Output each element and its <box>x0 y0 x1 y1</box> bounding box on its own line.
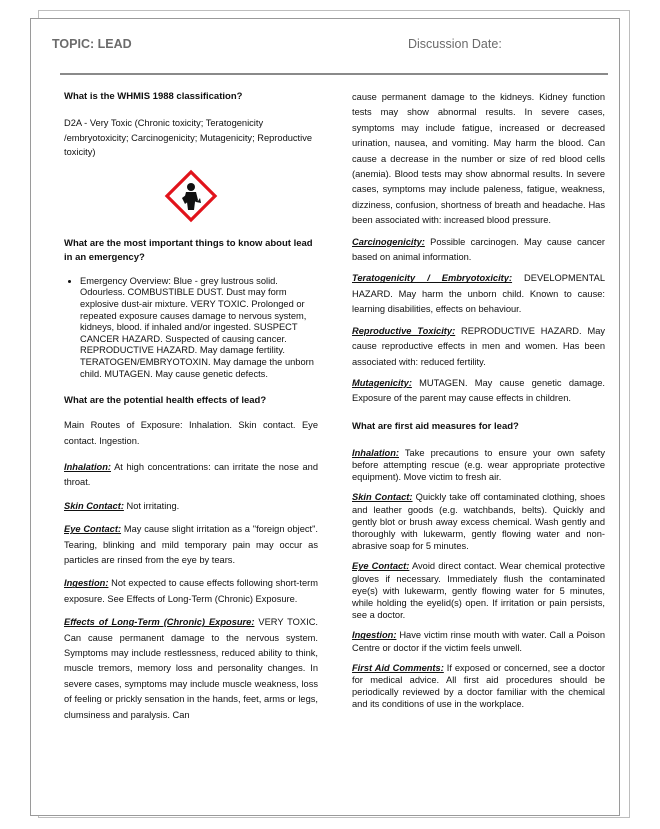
first-aid-section <box>352 447 605 711</box>
question-health-effects: What are the potential health effects of lead? <box>64 395 267 407</box>
question-emergency: What are the most important things to know about lead in an emergency? <box>64 237 313 263</box>
right-column <box>352 90 605 711</box>
emergency-list <box>64 276 318 380</box>
teratogenicity: Teratogenicity / Embryotoxicity: DEVELOPMENTAL HAZARD. May harm the unborn child. Known to cause: learning disabilities, effects on behaviour. <box>352 273 605 315</box>
mutagenicity: Mutagenicity: MUTAGEN. May cause genetic damage. Exposure of the parent may cause effects in children. <box>352 377 605 404</box>
header-divider <box>60 73 608 75</box>
emergency-overview: • Emergency Overview: Blue - grey lustrous solid. Odourless. COMBUSTIBLE DUST. Dust may form explosive dust-air mixture. VERY TOXIC. Prolonged or repeated exposure causes damage to nervous system, kidneys, blood. if inhaled and/or ingested. SUSPECT CANCER HAZARD. Suspected of causing cancer. REPRODUCTIVE HAZARD. May damage fertility. TERATOGEN/EMBRYOTOXIN. May damage the unborn child. MUTAGEN. May cause genetic defects. <box>80 276 318 380</box>
pictogram-wrap <box>64 168 318 224</box>
reproductive-toxicity: Reproductive Toxicity: REPRODUCTIVE HAZARD. May cause reproductive effects in men and women. Has been associated with: reduced fertility. <box>352 325 606 367</box>
topic-title: TOPIC: LEAD <box>52 37 132 51</box>
first-aid-comments: First Aid Comments: If exposed or concerned, see a doctor for medical advice. All first aid procedures should be periodically reviewed by a doctor familiar with the chemical and its conditions of use in the workplace. <box>352 662 605 710</box>
question-classification: What is the WHMIS 1988 classification? <box>64 91 243 102</box>
classification-text: D2A - Very Toxic (Chronic toxicity; Teratogenicity /embryotoxicity; Carcinogenicity; Mutagenicity; Reproductive toxicity) <box>64 118 313 158</box>
first-aid-skin: Skin Contact: Quickly take off contaminated clothing, shoes and leather goods (e.g. watchbands, belts). Quickly and gently blot or brush away excess chemical. Wash gently and thoroughly with lukewarm, gently flowing water and non-abrasive soap for 5 minutes. <box>352 492 605 552</box>
ingestion-effects: Ingestion: Not expected to cause effects following short-term exposure. See Effects of Long-Term (Chronic) Exposure. <box>64 578 318 604</box>
left-column <box>64 90 318 723</box>
first-aid-eye: Eye Contact: Avoid direct contact. Wear chemical protective gloves if necessary. Immediately flush the contaminated eye(s) with lukewarm, gently flowing water for 5 minutes, while holding the eyelid(s) open. If irritation or pain persists, see a doctor. <box>352 561 605 621</box>
longterm-effects: Effects of Long-Term (Chronic) Exposure: VERY TOXIC. Can cause permanent damage to the nervous system. Symptoms may include restlessness, reduced ability to think, muscle tremors, memory loss and personality changes. In severe cases, symptoms may include muscle weakness, loss of feeling or prickly sensation in the hands, feet, arms or legs, clumsiness and paralysis. Can <box>64 617 318 720</box>
routes-text: Main Routes of Exposure: Inhalation. Skin contact. Eye contact. Ingestion. <box>64 420 318 446</box>
skin-effects: Skin Contact: Not irritating. <box>64 500 180 511</box>
first-aid-ingestion: Ingestion: Have victim rinse mouth with water. Call a Poison Centre or doctor if the victim feels unwell. <box>352 630 605 653</box>
inhalation-effects: Inhalation: At high concentrations: can irritate the nose and throat. <box>64 461 318 488</box>
first-aid-inhalation: Inhalation: Take precautions to ensure your own safety before attempting rescue (e.g. wear appropriate protective equipment). Move victim to fresh air. <box>352 447 605 483</box>
health-hazard-icon <box>163 168 219 224</box>
discussion-date-label: Discussion Date: <box>408 37 502 51</box>
longterm-continued: cause permanent damage to the kidneys. Kidney function tests may show abnormal results. In severe cases, symptoms may include fatigue, increased or decreased urination, nausea, and vomiting. May harm the blood. Can cause a decrease in the number or size of red blood cells (anemia). Blood tests may show abnormal results. In severe cases, symptoms may include paleness, fatigue, weakness, dizziness, confusion, shortness of breath and headache. Has been associated with: increased blood pressure. <box>352 92 605 226</box>
carcinogenicity: Carcinogenicity: Possible carcinogen. May cause cancer based on animal information. <box>352 236 605 263</box>
eye-effects: Eye Contact: May cause slight irritation as a "foreign object". Tearing, blinking and mild temporary pain may occur as particles are rinsed from the eye by tears. <box>64 524 318 565</box>
question-first-aid: What are first aid measures for lead? <box>352 420 519 432</box>
